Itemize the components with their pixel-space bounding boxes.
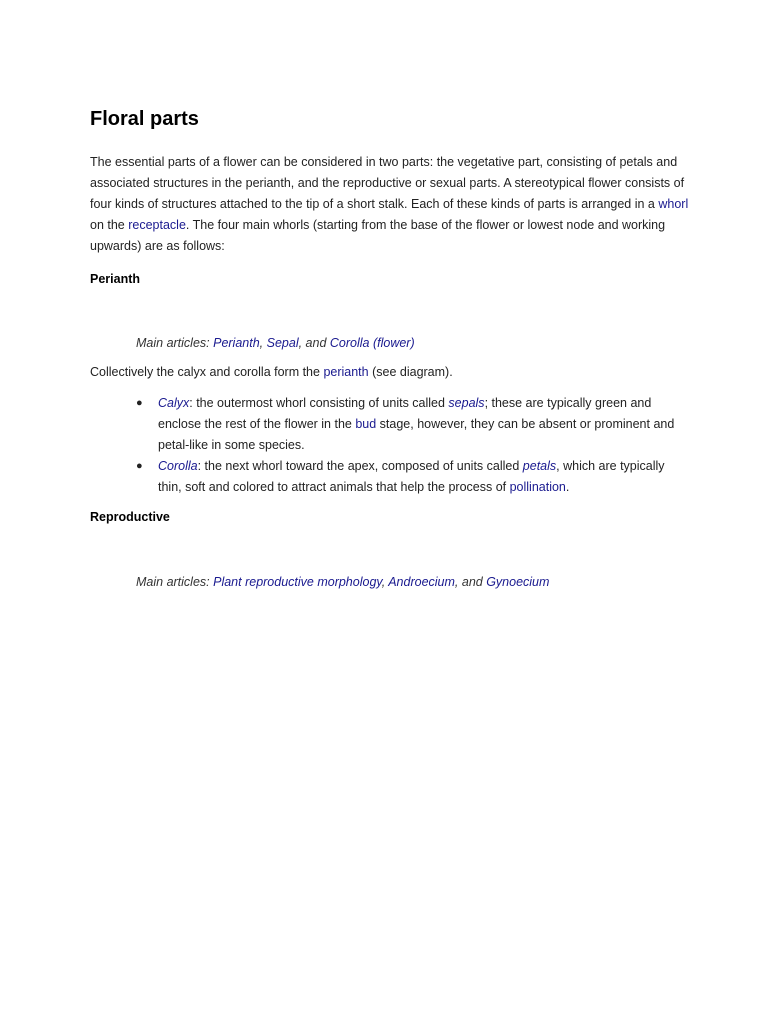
section-heading-reproductive: Reproductive (90, 510, 170, 524)
perianth-parts-list (90, 393, 690, 498)
link-androecium[interactable]: Androecium (388, 575, 455, 589)
link-calyx[interactable]: Calyx (158, 396, 190, 410)
calyx-text-3: stage, however, they can be absent or prominent and petal-like in some species. (158, 417, 675, 452)
list-item-calyx (136, 393, 690, 456)
link-gynoecium[interactable]: Gynoecium (486, 575, 550, 589)
link-sepals[interactable]: sepals (448, 396, 485, 410)
separator: , (381, 575, 389, 589)
corolla-text-2: , which are typically thin, soft and colored to attract animals that help the process of (158, 459, 665, 494)
collective-text-2: (see diagram). (368, 365, 453, 379)
collective-text-1: Collectively the calyx and corolla form the (90, 365, 324, 379)
separator: , and (298, 336, 330, 350)
link-whorl[interactable]: whorl (658, 197, 689, 211)
link-perianth-article[interactable]: Perianth (213, 336, 260, 350)
link-sepal-article[interactable]: Sepal (266, 336, 299, 350)
separator: , and (454, 575, 487, 589)
intro-paragraph (90, 152, 690, 257)
corolla-text-3: . (565, 480, 570, 494)
link-bud[interactable]: bud (355, 417, 377, 431)
intro-text-2: on the (90, 218, 129, 232)
perianth-main-articles (136, 333, 690, 353)
intro-text-1: The essential parts of a flower can be considered in two parts: the vegetative part, consisting of petals and associated structures in the perianth, and the reproductive or sexual parts. A stereotypical flower consists of four kinds of structures attached to the tip of a short stalk. Each of these kinds of parts is arranged in a (90, 155, 685, 211)
section-heading-perianth: Perianth (90, 272, 141, 286)
bullet-icon: ● (136, 460, 143, 472)
separator: , (259, 336, 267, 350)
link-receptacle[interactable]: receptacle (128, 218, 186, 232)
link-pollination[interactable]: pollination (509, 480, 566, 494)
list-item-corolla (136, 456, 690, 498)
calyx-text-1: : the outermost whorl consisting of units called (189, 396, 449, 410)
page-title: Floral parts (90, 108, 199, 130)
link-corolla[interactable]: Corolla (158, 459, 198, 473)
main-articles-prefix: Main articles: (136, 575, 214, 589)
link-plant-reproductive-morphology[interactable]: Plant reproductive morphology (213, 575, 382, 589)
link-perianth[interactable]: perianth (323, 365, 369, 379)
main-articles-prefix: Main articles: (136, 336, 214, 350)
collective-paragraph (90, 362, 690, 383)
document-page (90, 106, 690, 592)
bullet-icon: ● (136, 397, 143, 409)
link-corolla-article[interactable]: Corolla (flower) (329, 336, 415, 350)
calyx-text-2: ; these are typically green and enclose the rest of the flower in the (158, 396, 652, 431)
corolla-text-1: : the next whorl toward the apex, composed of units called (197, 459, 523, 473)
reproductive-main-articles (136, 572, 690, 592)
intro-text-3: . The four main whorls (starting from the base of the flower or lowest node and working upwards) are as follows: (90, 218, 666, 253)
link-petals[interactable]: petals (522, 459, 557, 473)
